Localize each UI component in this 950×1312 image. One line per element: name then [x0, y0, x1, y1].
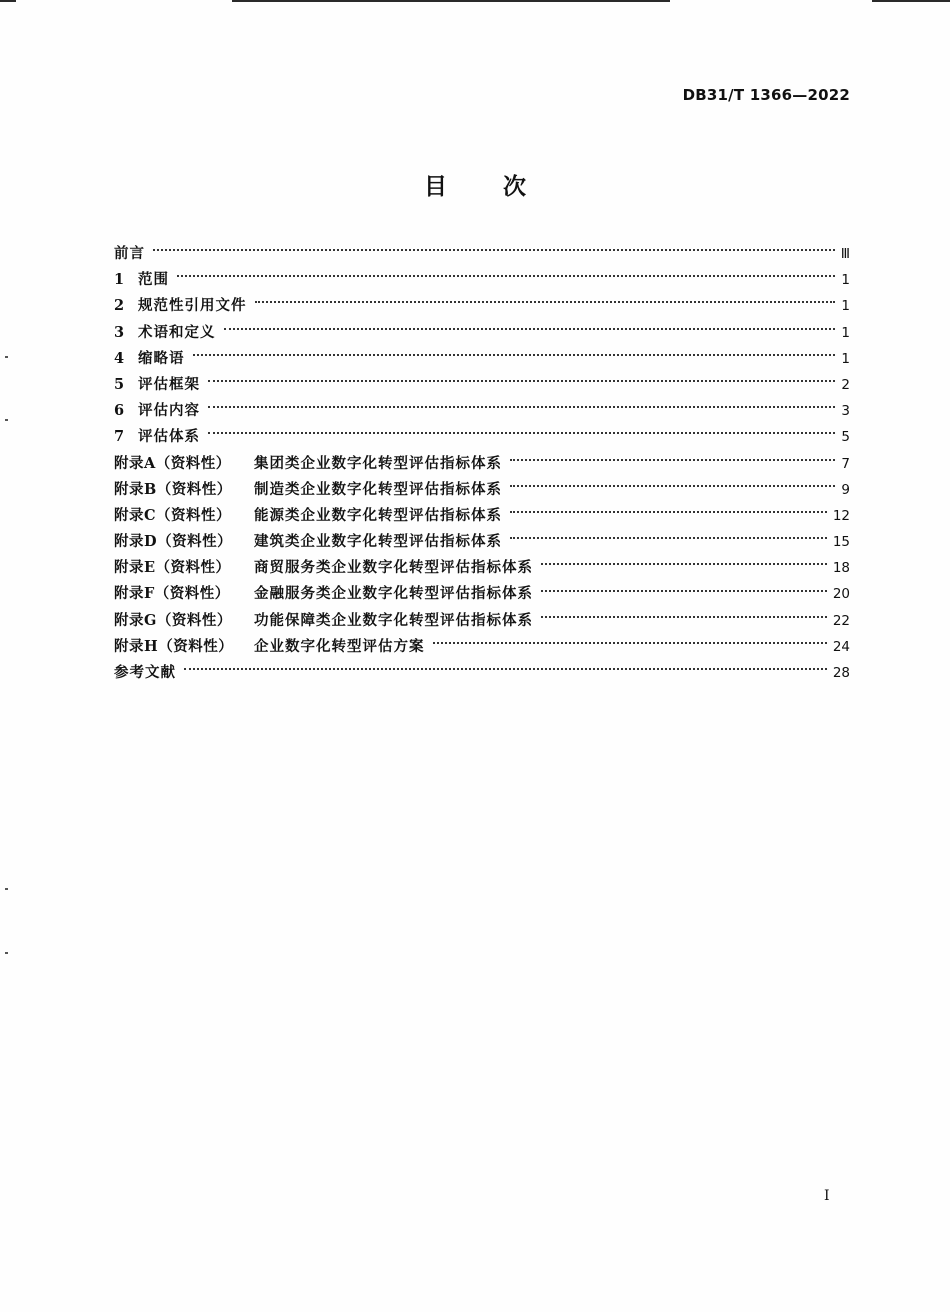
toc-entry-label: 参考文献 — [114, 664, 176, 681]
toc-page-number: 15 — [832, 534, 850, 551]
toc-entry-appendix-c[interactable] — [114, 503, 850, 529]
toc-page-number: 9 — [841, 481, 850, 498]
toc-page-number: 1 — [841, 324, 850, 341]
dot-leader — [208, 406, 835, 408]
toc-entry-appendix-a[interactable] — [114, 451, 850, 477]
top-edge-rule — [232, 0, 670, 2]
appendix-designation: 附录G（资料性） — [114, 611, 232, 629]
toc-page-number: 3 — [841, 403, 850, 420]
toc-entry-scope[interactable] — [114, 267, 850, 293]
toc-page-number: Ⅲ — [840, 246, 850, 262]
toc-page-number: 12 — [832, 507, 850, 524]
toc-entry-number: 4 — [114, 349, 125, 367]
toc-entry-abbreviations[interactable] — [114, 346, 850, 372]
toc-page-number: 28 — [832, 665, 850, 681]
toc-entry-normative-references[interactable] — [114, 293, 850, 319]
toc-page-number: 20 — [832, 586, 850, 603]
toc-page-number: 1 — [841, 272, 850, 289]
toc-entry-label: 建筑类企业数字化转型评估指标体系 — [254, 533, 502, 551]
margin-mark — [5, 952, 8, 954]
appendix-designation: 附录E（资料性） — [114, 559, 231, 577]
toc-page-number: 2 — [841, 376, 850, 393]
toc-entry-label: 集团类企业数字化转型评估指标体系 — [254, 454, 502, 472]
toc-entry-appendix-f[interactable] — [114, 581, 850, 607]
dot-leader — [541, 563, 827, 565]
toc-entry-label: 评估框架 — [138, 375, 200, 393]
dot-leader — [208, 380, 835, 382]
toc-entry-label: 规范性引用文件 — [138, 297, 247, 315]
toc-page-number: 1 — [841, 350, 850, 367]
dot-leader — [255, 301, 836, 303]
toc-entry-appendix-b[interactable] — [114, 477, 850, 503]
toc-entry-assessment-framework[interactable] — [114, 372, 850, 398]
toc-page-number: 22 — [832, 612, 850, 629]
dot-leader — [541, 616, 827, 618]
toc-page-number: 7 — [841, 455, 850, 472]
toc-entry-appendix-e[interactable] — [114, 555, 850, 581]
toc-entry-number: 3 — [114, 323, 125, 341]
toc-title: 目次 — [424, 174, 582, 200]
toc-entry-label: 商贸服务类企业数字化转型评估指标体系 — [254, 559, 533, 577]
dot-leader — [193, 354, 836, 356]
toc-page-number: 1 — [841, 298, 850, 315]
toc-entry-appendix-g[interactable] — [114, 608, 850, 634]
dot-leader — [510, 485, 835, 487]
dot-leader — [184, 668, 827, 670]
margin-mark — [5, 356, 8, 358]
toc-entry-number: 2 — [114, 297, 125, 315]
toc-entry-label: 缩略语 — [138, 349, 185, 367]
toc-entry-label: 能源类企业数字化转型评估指标体系 — [254, 506, 502, 524]
toc-entry-number: 6 — [114, 402, 125, 420]
toc-entry-label: 企业数字化转型评估方案 — [254, 637, 425, 655]
toc-entry-terms-definitions[interactable] — [114, 320, 850, 346]
appendix-designation: 附录F（资料性） — [114, 585, 230, 603]
table-of-contents — [114, 241, 850, 686]
dot-leader — [510, 511, 827, 513]
dot-leader — [224, 328, 836, 330]
toc-entry-number: 1 — [114, 271, 125, 289]
dot-leader — [208, 432, 835, 434]
margin-mark — [5, 888, 8, 890]
toc-entry-label: 评估内容 — [138, 402, 200, 420]
toc-entry-appendix-h[interactable] — [114, 634, 850, 660]
appendix-designation: 附录D（资料性） — [114, 533, 233, 551]
toc-entry-label: 术语和定义 — [138, 323, 216, 341]
toc-entry-assessment-content[interactable] — [114, 398, 850, 424]
toc-page-number: 24 — [832, 638, 850, 655]
toc-entry-label: 前言 — [114, 245, 145, 262]
document-code: DB31/T 1366—2022 — [682, 86, 850, 104]
page-folio: I — [824, 1188, 830, 1204]
dot-leader — [153, 249, 835, 251]
dot-leader — [510, 459, 835, 461]
toc-entry-number: 7 — [114, 428, 125, 446]
toc-entry-label: 功能保障类企业数字化转型评估指标体系 — [254, 611, 533, 629]
dot-leader — [541, 590, 827, 592]
top-edge-rule — [872, 0, 950, 2]
toc-entry-appendix-d[interactable] — [114, 529, 850, 555]
appendix-designation: 附录B（资料性） — [114, 480, 232, 498]
toc-entry-foreword[interactable] — [114, 241, 850, 267]
appendix-designation: 附录H（资料性） — [114, 637, 234, 655]
toc-entry-label: 评估体系 — [138, 428, 200, 446]
margin-mark — [5, 419, 8, 421]
appendix-designation: 附录C（资料性） — [114, 506, 232, 524]
top-edge-rule — [0, 0, 16, 2]
toc-entry-label: 金融服务类企业数字化转型评估指标体系 — [254, 585, 533, 603]
toc-entry-references[interactable] — [114, 660, 850, 686]
dot-leader — [177, 275, 835, 277]
toc-page-number: 5 — [841, 429, 850, 446]
toc-entry-assessment-system[interactable] — [114, 424, 850, 450]
dot-leader — [433, 642, 827, 644]
toc-entry-number: 5 — [114, 375, 125, 393]
dot-leader — [510, 537, 827, 539]
appendix-designation: 附录A（资料性） — [114, 454, 231, 472]
toc-page-number: 18 — [832, 560, 850, 577]
toc-entry-label: 范围 — [138, 271, 169, 289]
toc-entry-label: 制造类企业数字化转型评估指标体系 — [254, 480, 502, 498]
